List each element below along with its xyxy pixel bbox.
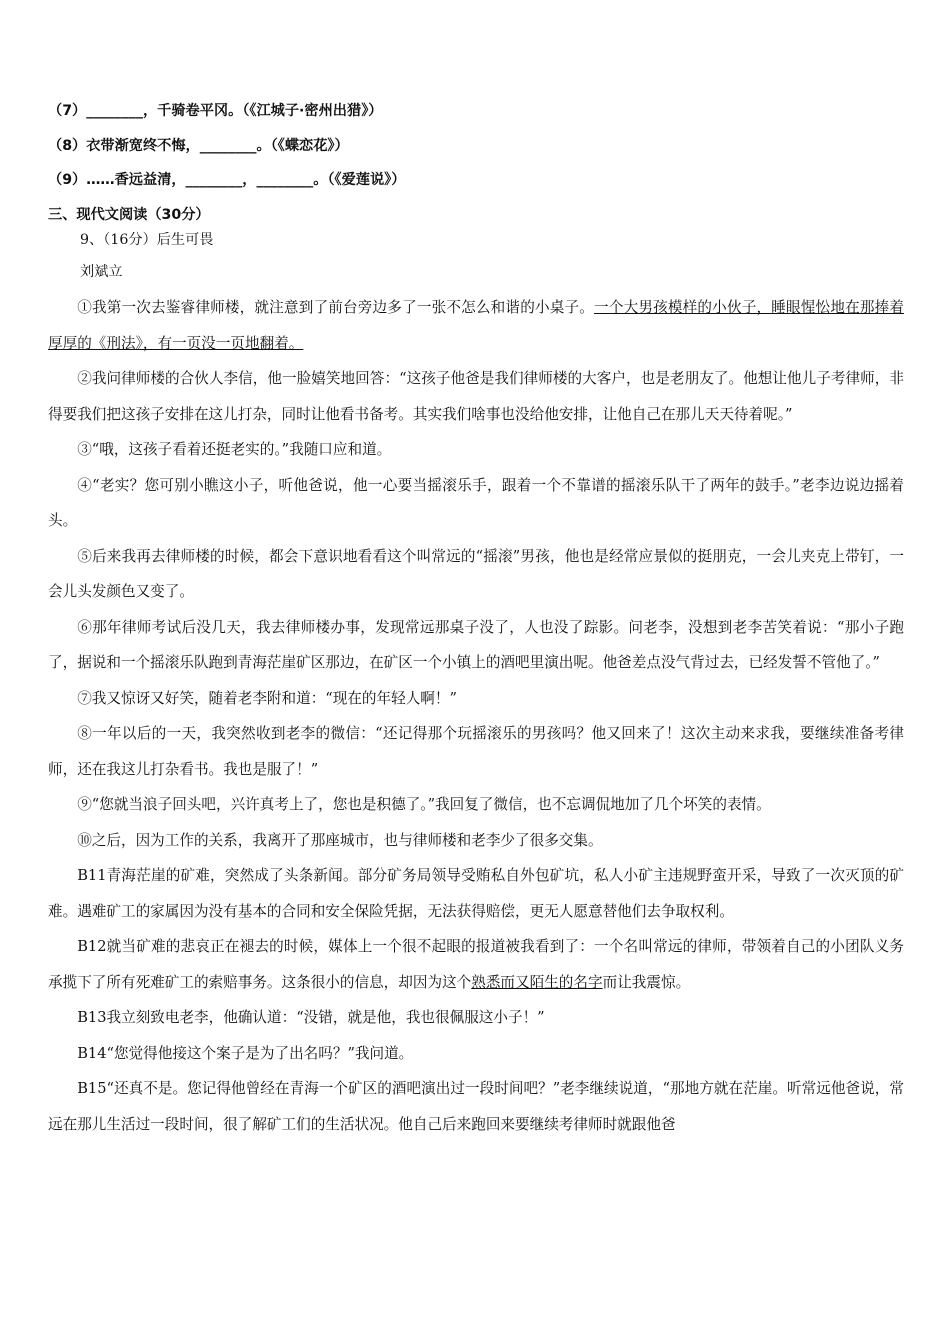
article-author: 刘斌立 [80,264,123,280]
paragraph-6: ⑥那年律师考试后没几天，我去律师楼办事，发现常远那桌子没了，人也没了踪影。问老李，没想到老李苦笑着说：“那小子跑了，据说和一个摇滚乐队跑到青海茫崖矿区那边，在矿区一个小镇上的酒吧里演出呢。他爸差点没气背过去，已经发誓不管他了。” [48,618,904,671]
paragraph-9: ⑨“您就当浪子回头吧，兴许真考上了，您也是积德了。”我回复了微信，也不忘调侃地加了几个坏笑的表情。 [77,796,771,813]
paragraph-4: ④“老实？您可别小瞧这小子，听他爸说，他一心要当摇滚乐手，跟着一个不靠谱的摇滚乐队干了两年的鼓手。”老李边说边摇着头。 [48,476,904,529]
fill-in-item-7: （7）________，千骑卷平冈。（《江城子·密州出猎》） [48,103,383,119]
paragraph-12-text: B12就当矿难的悲哀正在褪去的时候，媒体上一个很不起眼的报道被我看到了：一个名叫常远的律师，带领着自己的小团队义务承揽下了所有死难矿工的索赔事务。这条很小的信息，却因为这个 [48,938,904,991]
paragraph-7: ⑦我又惊讶又好笑，随着老李附和道：“现在的年轻人啊！” [77,689,457,707]
underlined-sentence: 一个大男孩模样的小伙子，睡眼惺忪地在那捧着厚厚的《刑法》，有一页没一页地翻着。 [48,299,904,352]
section-title: 三、现代文阅读（30分） [48,207,210,223]
fill-in-item-9: （9）……香远益清，________，________。（《爱莲说》） [48,172,406,188]
paragraph-5: ⑤后来我再去律师楼的时候，都会下意识地看看这个叫常远的“摇滚”男孩，他也是经常应景似的挺朋克，一会儿夹克上带钉，一会儿头发颜色又变了。 [48,547,904,600]
article-body [48,290,904,1142]
paragraph-1 [48,290,904,361]
paragraph-12 [48,929,904,1000]
underlined-phrase: 熟悉而又陌生的名字 [471,973,603,991]
paragraph-1-text: ①我第一次去鉴睿律师楼，就注意到了前台旁边多了一张不怎么和谐的小桌子。 [77,299,595,316]
paragraph-2: ②我问律师楼的合伙人李信，他一脸嬉笑地回答：“这孩子他爸是我们律师楼的大客户，也是老朋友了。他想让他儿子考律师，非得要我们把这孩子安排在这儿打杂，同时让他看书备考。其实我们啥事也没给他安排，让他自己在那儿天天待着呢。” [48,370,904,423]
paragraph-15: B15“还真不是。您记得他曾经在青海一个矿区的酒吧演出过一段时间吧？”老李继续说道，“那地方就在茫崖。听常远他爸说，常远在那儿生活过一段时间，很了解矿工们的生活状况。他自己后来跑回来要继续考律师时就跟他爸 [48,1080,904,1133]
paragraph-14: B14“您觉得他接这个案子是为了出名吗？”我问道。 [77,1044,414,1062]
question-header: 9、（16分）后生可畏 [80,232,214,248]
paragraph-11: B11青海茫崖的矿难，突然成了头条新闻。部分矿务局领导受贿私自外包矿坑，私人小矿主违规野蛮开采，导致了一次灭顶的矿难。遇难矿工的家属因为没有基本的合同和安全保险凭据，无法获得赔偿，更无人愿意替他们去争取权利。 [48,867,904,920]
paragraph-12-tail: 而让我震惊。 [602,973,691,991]
paragraph-3: ③“哦，这孩子看着还挺老实的。”我随口应和道。 [77,441,392,458]
paragraph-13: B13我立刻致电老李，他确认道：“没错，就是他，我也很佩服这小子！” [77,1009,545,1026]
paragraph-8: ⑧一年以后的一天，我突然收到老李的微信：“还记得那个玩摇滚乐的男孩吗？他又回来了！这次主动来求我，要继续准备考律师，还在我这儿打杂看书。我也是服了！” [48,725,904,778]
fill-in-item-8: （8）衣带渐宽终不悔，________。（《蝶恋花》） [48,138,349,154]
paragraph-10: ⑩之后，因为工作的关系，我离开了那座城市，也与律师楼和老李少了很多交集。 [77,831,603,849]
